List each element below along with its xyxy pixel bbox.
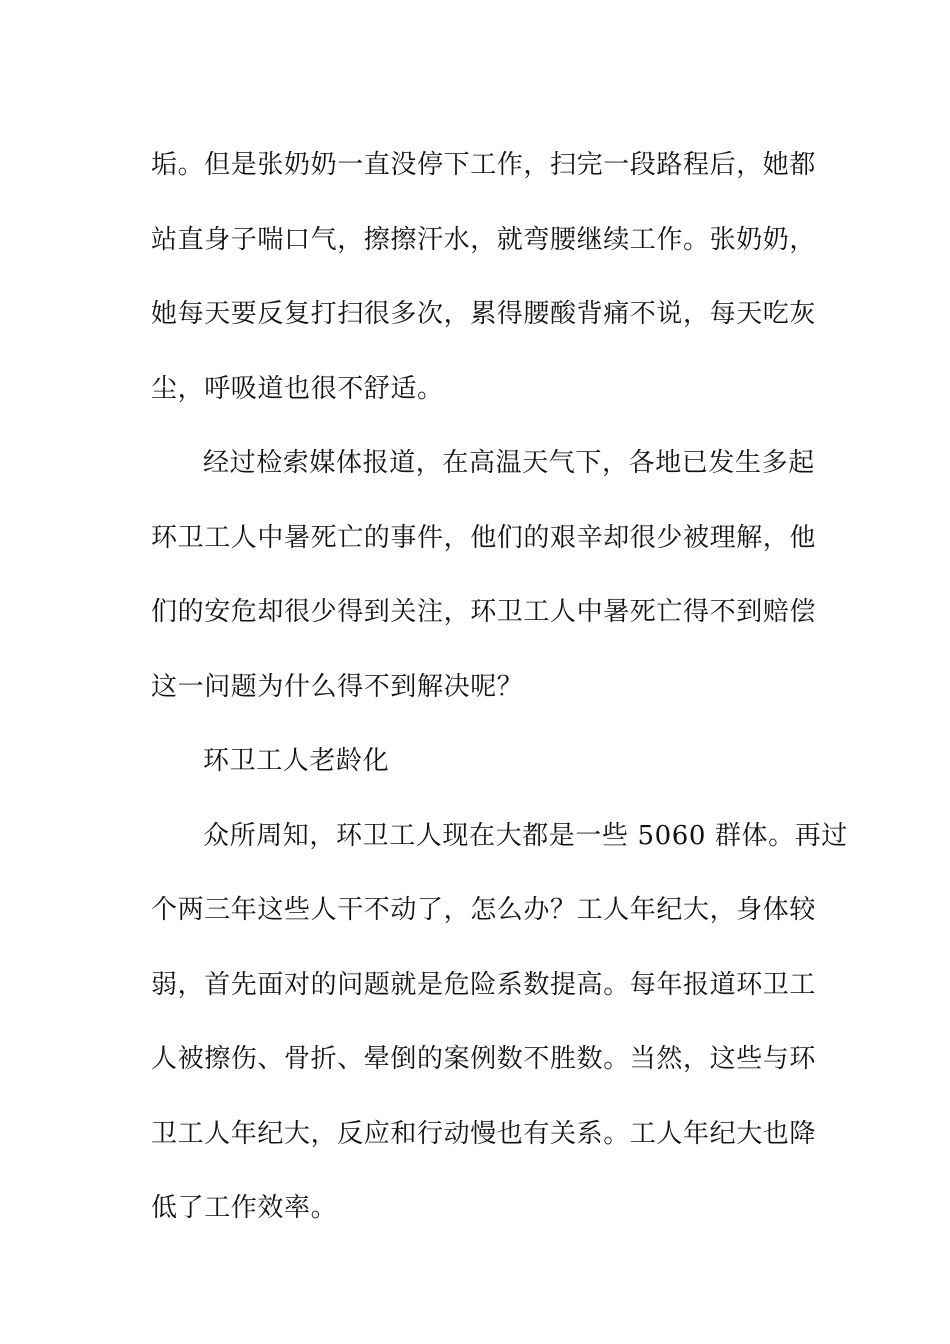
text-line: 她每天要反复打扫很多次，累得腰酸背痛不说，每天吃灰 [151,299,817,329]
text-line: 环卫工人中暑死亡的事件，他们的艰辛却很少被理解，他 [151,522,817,553]
paragraph-1 [151,128,817,426]
document-body [151,128,848,1246]
text-line: 卫工人年纪大，反应和行动慢也有关系。工人年纪大也降 [151,1118,817,1149]
text-line: 这一问题为什么得不到解决呢？ [151,671,524,702]
text-line: 尘，呼吸道也很不舒适。 [151,373,444,404]
paragraph-3 [151,799,848,1246]
text-line: 弱，首先面对的问题就是危险系数提高。每年报道环卫工 [151,969,817,1000]
text-line: 人被擦伤、骨折、晕倒的案例数不胜数。当然，这些与环 [151,1044,817,1074]
paragraph-2 [151,426,817,724]
text-line: 个两三年这些人干不动了，怎么办？工人年纪大，身体较 [151,895,817,925]
text-line: 低了工作效率。 [151,1193,338,1223]
text-line: 众所周知，环卫工人现在大都是一些 5060 群体。再过 [203,820,848,851]
heading-text: 环卫工人老龄化 [203,746,390,776]
text-line: 经过检索媒体报道，在高温天气下，各地已发生多起 [203,448,815,478]
text-line: 垢。但是张奶奶一直没停下工作，扫完一段路程后，她都 [151,150,817,180]
text-line: 们的安危却很少得到关注，环卫工人中暑死亡得不到赔偿 [151,597,817,627]
text-line: 站直身子喘口气，擦擦汗水，就弯腰继续工作。张奶奶， [151,224,817,255]
section-heading [151,724,801,799]
